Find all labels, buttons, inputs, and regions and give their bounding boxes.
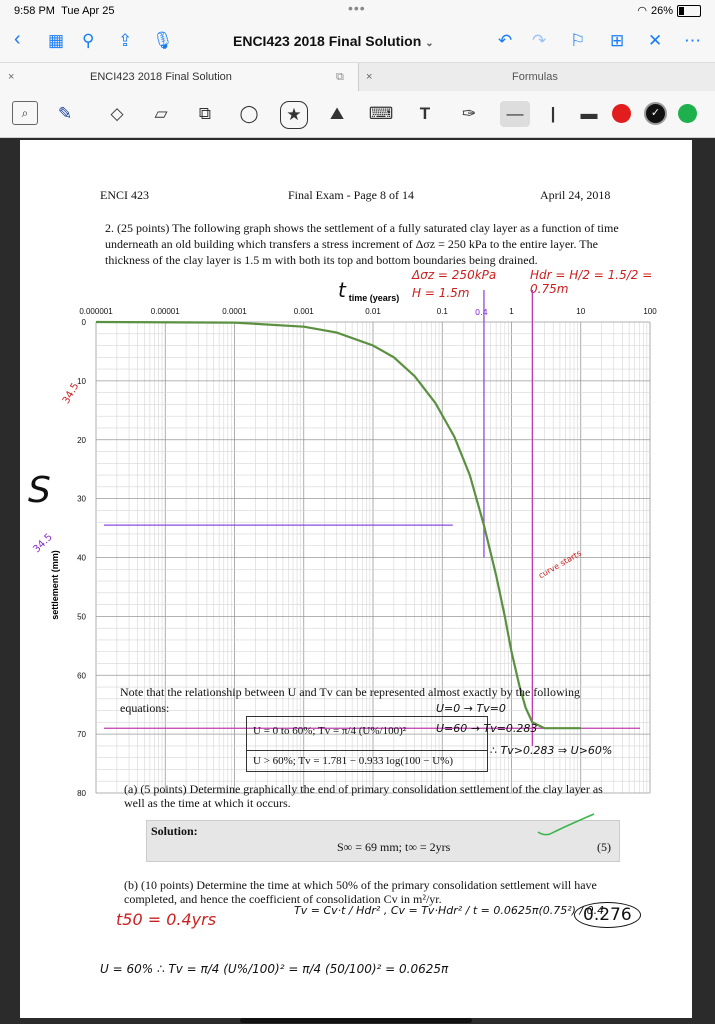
tab-document[interactable] xyxy=(0,63,359,91)
x-tick-label: 0.00001 xyxy=(150,307,180,316)
green-color-swatch[interactable] xyxy=(678,104,697,123)
annotation-toolbar xyxy=(0,91,715,138)
sticker-icon[interactable]: ★ xyxy=(280,101,308,129)
document-title[interactable]: ENCI423 2018 Final Solution ⌄ xyxy=(233,33,434,49)
tab-split-icon[interactable]: ⧉ xyxy=(336,71,344,83)
image-icon[interactable]: ⛰ xyxy=(329,104,345,123)
undo-icon[interactable]: ↶ xyxy=(498,31,513,50)
x-tick-label: 0.0001 xyxy=(222,307,247,316)
search-icon[interactable]: ⚲ xyxy=(82,31,95,50)
status-bar xyxy=(0,0,715,22)
x-tick-label: 0.01 xyxy=(365,307,381,316)
ink-u0: U=0 → Tv=0 xyxy=(436,702,506,715)
solution-text: S∞ = 69 mm; t∞ = 2yrs xyxy=(337,840,451,854)
ink-345-top: 34.5 xyxy=(60,381,82,406)
course-header: ENCI 423 xyxy=(100,188,149,202)
back-icon[interactable]: ‹ xyxy=(14,28,21,50)
ink-h: H = 1.5m xyxy=(412,286,470,300)
battery-percent: 26% xyxy=(650,4,673,17)
chevron-down-icon: ⌄ xyxy=(425,38,434,49)
x-tick-labels xyxy=(79,307,657,316)
close-icon[interactable]: ✕ xyxy=(648,31,663,50)
tab-label: Formulas xyxy=(512,71,558,83)
share-icon[interactable]: ⇪ xyxy=(118,31,133,50)
black-color-swatch-selected[interactable]: ✓ xyxy=(644,102,667,125)
ink-s: S xyxy=(28,470,51,511)
pdf-page[interactable] xyxy=(20,140,692,1018)
x-tick-label: 100 xyxy=(643,307,657,316)
exam-header: Final Exam - Page 8 of 14 xyxy=(288,188,414,202)
home-indicator xyxy=(240,1018,472,1023)
y-tick-label: 50 xyxy=(77,612,86,622)
tab-close-icon[interactable]: × xyxy=(366,71,373,83)
battery-icon xyxy=(677,5,701,17)
status-time: 9:58 PM Tue Apr 25 xyxy=(14,5,115,17)
tab-bar xyxy=(0,62,715,92)
ink-t50: t50 = 0.4yrs xyxy=(116,910,217,929)
battery-fill xyxy=(679,7,684,15)
ink-cv-result: 0.276 xyxy=(574,902,641,928)
ink-t04: 0.4 xyxy=(475,308,488,317)
tab-close-icon[interactable]: × xyxy=(8,71,15,83)
y-tick-label: 30 xyxy=(77,494,86,504)
y-tick-label: 60 xyxy=(77,671,86,681)
laser-pointer-icon[interactable]: ✑ xyxy=(461,104,477,123)
ink-345-bottom: 34.5 xyxy=(31,531,55,556)
y-tick-label: 70 xyxy=(77,730,86,740)
bookmark-icon[interactable]: ⚐ xyxy=(570,31,586,50)
solution-points: (5) xyxy=(597,840,611,854)
x-axis-label: time (years) xyxy=(348,293,400,303)
shapes-icon[interactable]: ⧉ xyxy=(198,104,212,123)
red-color-swatch[interactable] xyxy=(612,104,631,123)
wifi-icon: ◠ xyxy=(637,5,647,17)
ink-stress: Δσz = 250kPa xyxy=(412,268,497,282)
x-tick-label: 1 xyxy=(509,307,514,316)
thick-stroke-icon[interactable]: ▬ xyxy=(580,104,598,123)
x-tick-label: 0.001 xyxy=(293,307,314,316)
lasso-icon[interactable]: ◯ xyxy=(239,104,259,123)
tab-formulas[interactable] xyxy=(360,63,715,91)
highlighter-icon[interactable]: ▱ xyxy=(154,104,168,123)
redo-icon[interactable]: ↷ xyxy=(532,31,547,50)
thin-stroke-icon[interactable]: — xyxy=(500,101,530,127)
medium-stroke-icon[interactable]: | xyxy=(550,104,556,123)
checkmark-icon xyxy=(536,812,596,842)
ink-curve-starts: curve starts xyxy=(536,548,583,581)
annotation-lines xyxy=(104,290,640,746)
equation-1: U = 0 to 60%; Tv = π/4 (U%/100)² xyxy=(253,725,407,737)
question-text: 2. (25 points) The following graph shows the settlement of a fully saturated clay layer as a function of time underneath an old building which transfers a stress increment of Δσz = 250 kPa to the entire layer. The thickness of the clay layer is 1.5 m with both its top and bottom boundaries being drained. xyxy=(105,221,619,267)
ink-tv-gt: ∴ Tv>0.283 ⇒ U>60% xyxy=(490,744,613,757)
y-axis-label: settlement (mm) xyxy=(50,550,60,620)
y-tick-label: 0 xyxy=(81,318,86,327)
microphone-icon[interactable]: 🎙︎ xyxy=(152,31,174,50)
x-tick-label: 0.1 xyxy=(436,307,448,316)
part-b-text: (b) (10 points) Determine the time at which 50% of the primary consolidation settlement will have completed, and hence the coefficient of consolidation Cv in m²/yr. xyxy=(124,878,597,906)
tab-label: ENCI423 2018 Final Solution xyxy=(90,71,232,83)
more-icon[interactable]: ⋯ xyxy=(684,31,701,50)
y-tick-label: 80 xyxy=(77,789,86,798)
zoom-lasso-icon[interactable]: ⌕ xyxy=(12,101,38,125)
eraser-icon[interactable]: ◇ xyxy=(110,104,124,123)
date-header: April 24, 2018 xyxy=(540,188,611,202)
ink-u60-line: U = 60% ∴ Tv = π/4 (U%/100)² = π/4 (50/100)² = 0.0625π xyxy=(100,962,449,976)
add-page-icon[interactable]: ⊞ xyxy=(610,31,625,50)
solution-label: Solution: xyxy=(151,824,198,838)
x-tick-label: 0.000001 xyxy=(79,307,113,316)
y-tick-label: 40 xyxy=(77,553,86,563)
equation-2: U > 60%; Tv = 1.781 − 0.933 log(100 − U%) xyxy=(247,750,487,771)
y-tick-label: 10 xyxy=(77,376,86,386)
y-tick-label: 20 xyxy=(77,435,86,445)
ink-tv-formula: Tv = Cv·t / Hdr² , Cv = Tv·Hdr² / t = 0.0625π(0.75²) / 0.4 xyxy=(294,904,605,917)
keyboard-icon[interactable]: ⌨ xyxy=(368,104,394,123)
text-tool-icon[interactable]: T xyxy=(419,104,431,123)
ink-hdr: Hdr = H/2 = 1.5/2 = 0.75m xyxy=(530,268,653,296)
multitask-dots-icon[interactable]: ••• xyxy=(348,0,366,16)
ink-u60: U=60 → Tv=0.283 xyxy=(436,722,538,735)
battery-indicator xyxy=(637,4,701,17)
note-text: Note that the relationship between U and Tv can be represented almost exactly by the following equations: xyxy=(120,685,580,715)
nav-bar xyxy=(0,22,715,62)
x-tick-label: 10 xyxy=(576,307,586,316)
pen-icon[interactable]: ✎ xyxy=(57,104,73,123)
part-a-text: (a) (5 points) Determine graphically the end of primary consolidation settlement of the clay layer as well as the time at which it occurs. xyxy=(124,782,603,810)
grid-icon[interactable]: ▦ xyxy=(48,31,65,50)
ink-t: t xyxy=(338,278,346,302)
